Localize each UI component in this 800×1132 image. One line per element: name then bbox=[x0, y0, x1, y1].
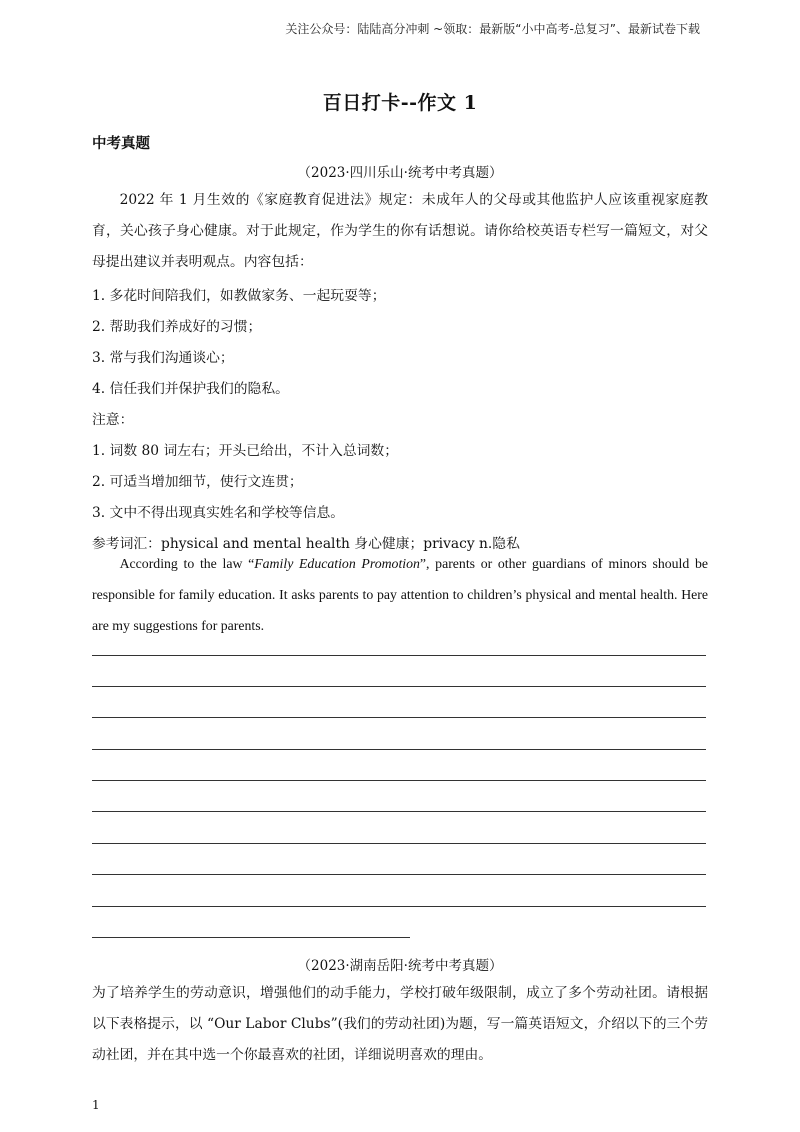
task1-note-2: 2. 可适当增加细节，使行文连贯； bbox=[92, 474, 303, 490]
opening-before: According to the law “ bbox=[119, 556, 255, 571]
task1-point-1: 1. 多花时间陪我们，如教做家务、一起玩耍等； bbox=[92, 288, 386, 304]
opening-after: ”, parents or other guardians of minors should be responsible for family education. It asks parents to pay attention to children’s physical and mental health. Here are my suggestions for parents. bbox=[92, 556, 708, 633]
answer-line-6[interactable] bbox=[92, 811, 706, 812]
task2-intro: 为了培养学生的劳动意识，增强他们的动手能力，学校打破年级限制，成立了多个劳动社团。请根据以下表格提示，以 “Our Labor Clubs”(我们的劳动社团)为题，写一篇英语短文，介绍以下的三个劳动社团，并在其中选一个你最喜欢的社团，详细说明喜欢的理由。 bbox=[92, 985, 708, 1063]
task1-point-4: 4. 信任我们并保护我们的隐私。 bbox=[92, 381, 289, 397]
header-note: 关注公众号：陆陆高分冲刺 ~领取：最新版“小中高考-总复习”、最新试卷下载 bbox=[285, 22, 700, 36]
task1-vocab: 参考词汇：physical and mental health 身心健康；privacy n.隐私 bbox=[92, 536, 520, 552]
section-heading: 中考真题 bbox=[92, 135, 150, 152]
opening-law-title: Family Education Promotion bbox=[254, 556, 420, 571]
task1-point-3: 3. 常与我们沟通谈心； bbox=[92, 350, 234, 366]
task1-note-1: 1. 词数 80 词左右；开头已给出，不计入总词数； bbox=[92, 443, 399, 459]
task1-opening bbox=[92, 548, 708, 641]
task1-point-2: 2. 帮助我们养成好的习惯； bbox=[92, 319, 262, 335]
answer-line-9[interactable] bbox=[92, 906, 706, 907]
page-title: 百日打卡--作文 1 bbox=[322, 92, 478, 114]
answer-line-10[interactable] bbox=[92, 937, 410, 938]
task1-intro: 2022 年 1 月生效的《家庭教育促进法》规定：未成年人的父母或其他监护人应该重视家庭教育，关心孩子身心健康。对于此规定，作为学生的你有话想说。请你给校英语专栏写一篇短文，对父母提出建议并表明观点。内容包括： bbox=[92, 192, 708, 270]
answer-line-7[interactable] bbox=[92, 843, 706, 844]
notes-label: 注意： bbox=[92, 412, 134, 428]
answer-line-3[interactable] bbox=[92, 717, 706, 718]
answer-line-2[interactable] bbox=[92, 686, 706, 687]
answer-line-1[interactable] bbox=[92, 655, 706, 656]
page-number: 1 bbox=[92, 1098, 100, 1112]
task1-source: （2023·四川乐山·统考中考真题） bbox=[297, 165, 503, 181]
answer-line-5[interactable] bbox=[92, 780, 706, 781]
task2-source: （2023·湖南岳阳·统考中考真题） bbox=[297, 958, 503, 974]
task1-note-3: 3. 文中不得出现真实姓名和学校等信息。 bbox=[92, 505, 345, 521]
answer-line-8[interactable] bbox=[92, 874, 706, 875]
answer-line-4[interactable] bbox=[92, 749, 706, 750]
